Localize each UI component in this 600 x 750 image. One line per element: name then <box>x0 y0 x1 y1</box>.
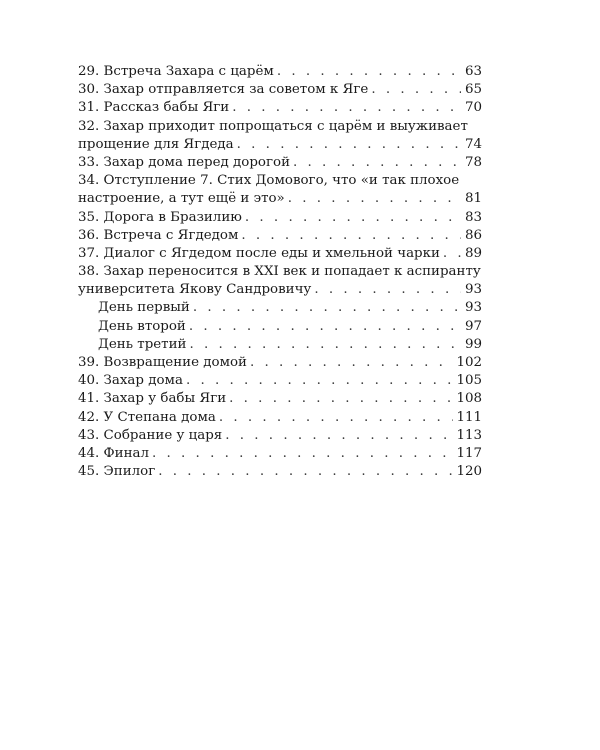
dot-leader <box>186 372 453 390</box>
toc-entry-title: 30. Захар отправляется за советом к Яге <box>78 82 369 98</box>
dot-leader <box>189 336 461 354</box>
toc-entry[interactable] <box>78 263 482 299</box>
toc-entry[interactable] <box>78 99 482 117</box>
toc-entry[interactable] <box>78 209 482 227</box>
dot-leader <box>288 190 461 208</box>
toc-entry-title: 45. Эпилог <box>78 464 156 480</box>
toc-entry-title: 41. Захар у бабы Яги <box>78 391 227 407</box>
toc-entry-page: 120 <box>456 464 482 480</box>
toc-subentry[interactable] <box>78 318 482 336</box>
toc-entry[interactable] <box>78 427 482 445</box>
toc-entry-title: 33. Захар дома перед дорогой <box>78 154 290 170</box>
toc-entry-title: 31. Рассказ бабы Яги <box>78 100 230 116</box>
toc-entry-title: прощение для Ягдеда <box>78 136 234 152</box>
toc-entry[interactable] <box>78 390 482 408</box>
dot-leader <box>293 154 461 172</box>
toc-entry-page: 102 <box>456 355 482 370</box>
toc-entry-page: 74 <box>464 136 482 152</box>
toc-entry-page: 111 <box>456 409 482 425</box>
toc-entry[interactable] <box>78 445 482 463</box>
toc-entry-title: 42. У Степана дома <box>78 409 216 425</box>
dot-leader <box>250 354 453 372</box>
dot-leader <box>241 227 461 245</box>
toc-entry[interactable] <box>78 354 482 372</box>
toc-entry-page: 108 <box>456 391 482 407</box>
toc-entry-title-line1: 32. Захар приходит попрощаться с царём и выуживает <box>78 118 468 134</box>
toc-entry-title: День первый <box>98 300 190 316</box>
dot-leader <box>193 299 461 317</box>
dot-leader <box>229 390 453 408</box>
dot-leader <box>152 445 453 463</box>
toc-entry-page: 63 <box>464 64 482 79</box>
toc-entry-page: 97 <box>464 318 482 334</box>
toc-entry-title: 29. Встреча Захара с царём <box>78 64 274 79</box>
toc-entry[interactable] <box>78 154 482 172</box>
toc-entry-title: университета Якову Сандровичу <box>78 282 312 298</box>
toc-entry-page: 93 <box>464 300 482 316</box>
toc-entry-title: 39. Возвращение домой <box>78 355 247 370</box>
dot-leader <box>219 409 454 427</box>
toc-entry-page: 70 <box>464 100 482 116</box>
dot-leader <box>245 209 461 227</box>
toc-entry-page: 83 <box>464 209 482 225</box>
toc-entry[interactable] <box>78 81 482 99</box>
toc-entry-page: 89 <box>464 245 482 261</box>
toc-entry[interactable] <box>78 372 482 390</box>
toc-entry[interactable] <box>78 409 482 427</box>
toc-entry-title: 36. Встреча с Ягдедом <box>78 227 239 243</box>
toc-entry-title: настроение, а тут ещё и это» <box>78 191 285 207</box>
toc-entry-title: День третий <box>98 336 187 352</box>
toc-entry-page: 113 <box>456 427 482 443</box>
toc-entry-page: 99 <box>464 336 482 352</box>
dot-leader <box>371 81 461 99</box>
dot-leader <box>232 99 461 117</box>
toc-entry[interactable] <box>78 172 482 208</box>
toc-entry-title-line1: 38. Захар переносится в XXI век и попадает к аспиранту <box>78 264 481 280</box>
toc-entry[interactable] <box>78 245 482 263</box>
toc-entry-title: 40. Захар дома <box>78 373 183 389</box>
toc-entry-title: 37. Диалог с Ягдедом после еды и хмельной чарки <box>78 245 440 261</box>
toc-subentry[interactable] <box>78 336 482 354</box>
dot-leader <box>314 281 461 299</box>
dot-leader <box>225 427 453 445</box>
toc-entry-page: 65 <box>464 82 482 98</box>
toc-entry-title-line1: 34. Отступление 7. Стих Домового, что «и так плохое <box>78 173 460 189</box>
toc-entry[interactable] <box>78 118 482 154</box>
toc-entry[interactable] <box>78 63 482 81</box>
toc-subentry[interactable] <box>78 299 482 317</box>
toc-entry-page: 81 <box>464 191 482 207</box>
dot-leader <box>277 63 461 81</box>
dot-leader <box>443 245 461 263</box>
toc-entry-page: 78 <box>464 154 482 170</box>
toc-entry-page: 86 <box>464 227 482 243</box>
table-of-contents <box>78 63 482 481</box>
toc-entry-title: 35. Дорога в Бразилию <box>78 209 242 225</box>
toc-entry[interactable] <box>78 463 482 481</box>
toc-entry-page: 117 <box>456 445 482 461</box>
toc-entry-title: 44. Финал <box>78 445 150 461</box>
dot-leader <box>237 136 461 154</box>
toc-entry-page: 105 <box>456 373 482 389</box>
toc-entry-page: 93 <box>464 282 482 298</box>
toc-entry-title: День второй <box>98 318 186 334</box>
dot-leader <box>189 318 461 336</box>
dot-leader <box>158 463 453 481</box>
toc-entry[interactable] <box>78 227 482 245</box>
toc-entry-title: 43. Собрание у царя <box>78 427 223 443</box>
